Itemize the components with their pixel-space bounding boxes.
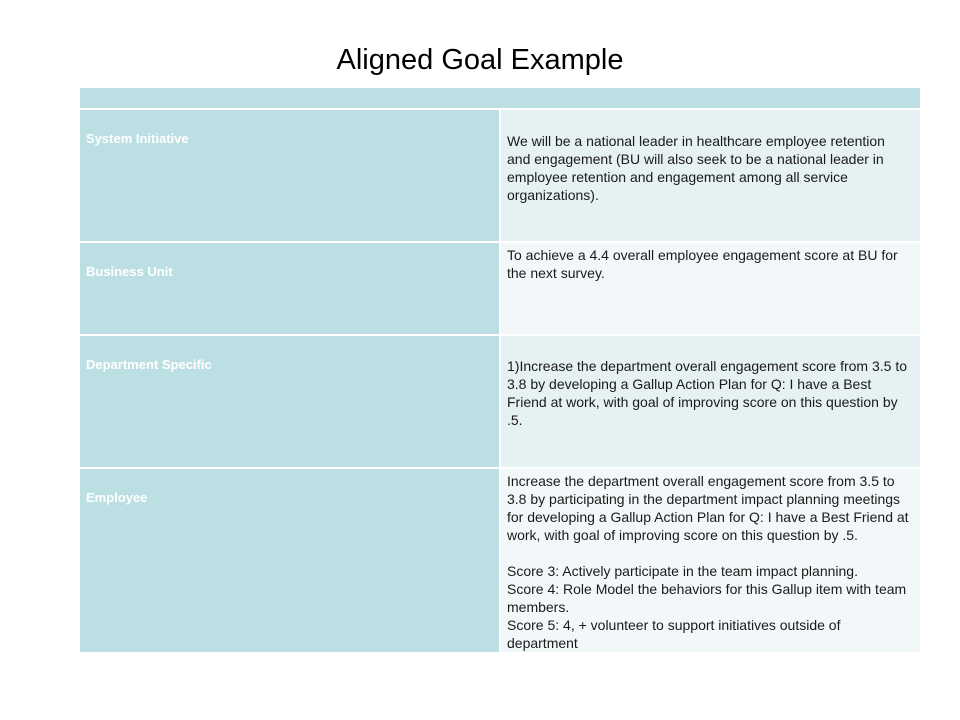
row-label: Department Specific (86, 357, 212, 372)
row-content-cell (500, 335, 920, 468)
score-line: Score 3: Actively participate in the team impact planning. (507, 563, 858, 579)
table-row-system-initiative (80, 109, 920, 242)
row-label: Employee (86, 490, 148, 505)
score-line: Score 4: Role Model the behaviors for this Gallup item with team members. (507, 581, 907, 615)
row-label: Business Unit (86, 264, 173, 279)
table-row-business-unit (80, 242, 920, 335)
table-header-row (80, 88, 920, 109)
row-label-cell (80, 335, 500, 468)
aligned-goal-table (80, 88, 920, 654)
row-content: To achieve a 4.4 overall employee engagement score at BU for the next survey. (507, 247, 898, 281)
score-line: Score 5: 4, + volunteer to support initiatives outside of department (507, 617, 841, 651)
row-label-cell (80, 109, 500, 242)
table-row-department-specific (80, 335, 920, 468)
row-content-cell (500, 109, 920, 242)
row-label: System Initiative (86, 131, 189, 146)
row-content: 1)Increase the department overall engagement score from 3.5 to 3.8 by developing a Gallup Action Plan for Q: I have a Best Friend at work, with goal of improving score on this question by .5. (507, 358, 907, 428)
row-label-cell (80, 242, 500, 335)
row-label-cell (80, 468, 500, 653)
table-header-cell (80, 88, 920, 109)
row-content-cell (500, 468, 920, 653)
row-content-cell (500, 242, 920, 335)
slide-title: Aligned Goal Example (336, 44, 624, 76)
row-content: We will be a national leader in healthcare employee retention and engagement (BU will also seek to be a national leader in employee retention and engagement among all service organizations). (507, 133, 885, 203)
table-row-employee (80, 468, 920, 653)
row-content: Increase the department overall engagement score from 3.5 to 3.8 by participating in the department impact planning meetings for developing a Gallup Action Plan for Q: I have a Best Friend at work, with goal of improving score on this question by .5. (507, 473, 909, 543)
